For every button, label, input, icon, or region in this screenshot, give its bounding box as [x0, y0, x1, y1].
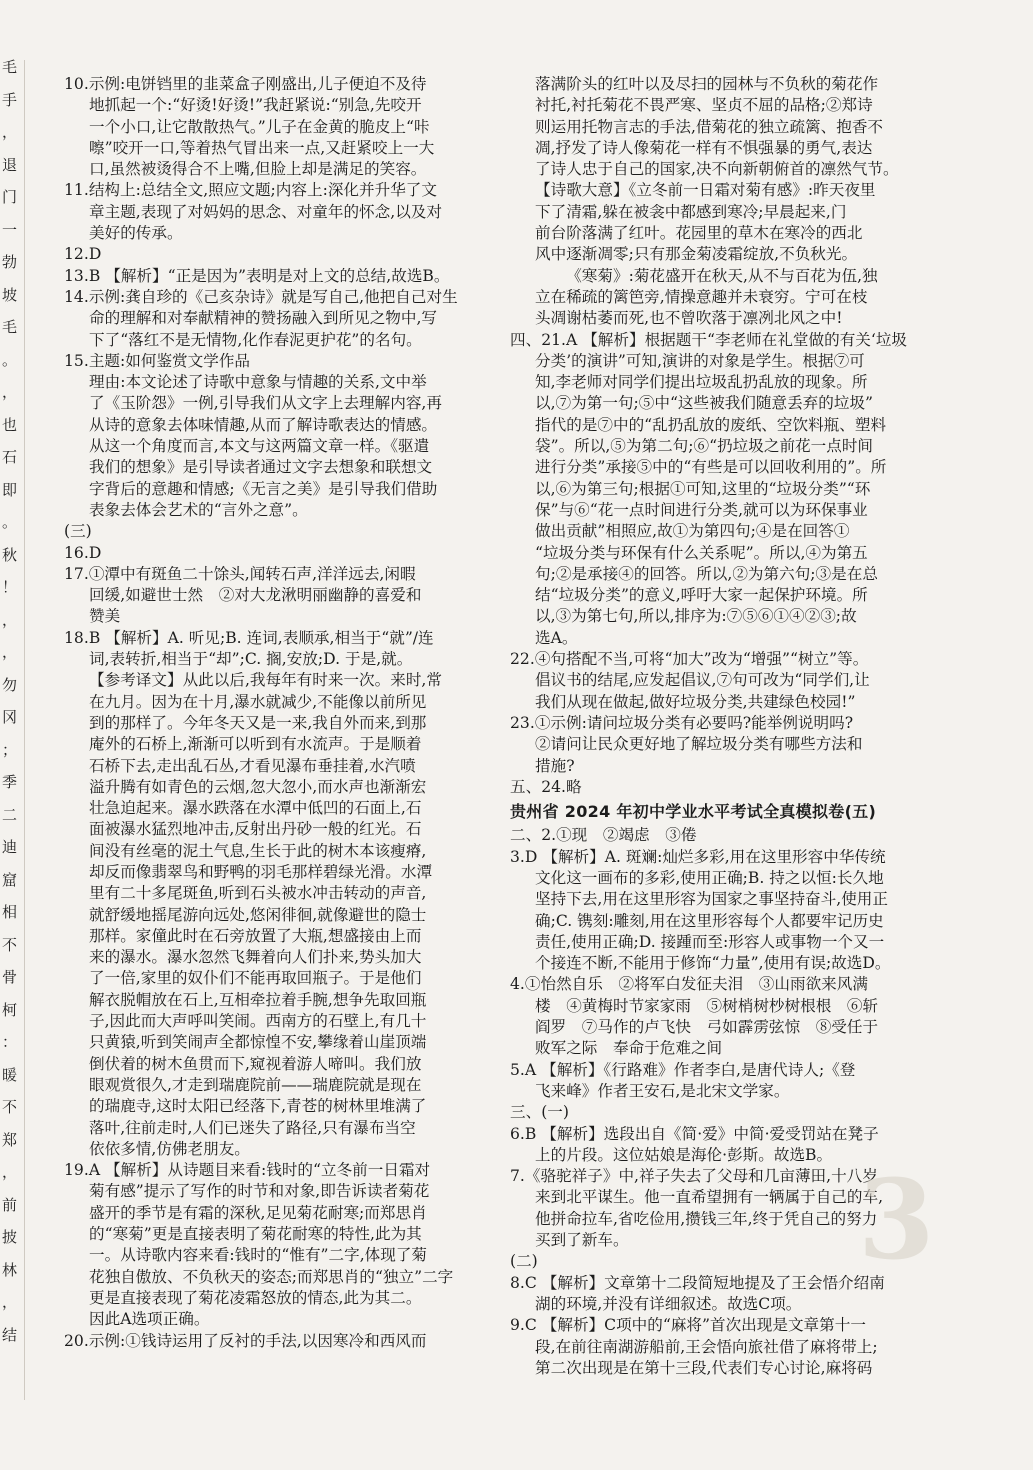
answer-line: 字背后的意趣和情感;《无言之美》是引导我们借助 — [89, 479, 438, 498]
edge-char: 毛 — [2, 318, 18, 336]
answer-line: 间没有丝毫的泥土气息,生长于此的树木本该瘦瘠, — [89, 841, 427, 860]
answer-line: 指代的是⑦中的“乱扔乱放的废纸、空饮料瓶、塑料 — [535, 415, 887, 434]
edge-char: 前 — [2, 1196, 18, 1214]
edge-char: ， — [2, 1293, 18, 1311]
question-number: 7. — [510, 1167, 525, 1186]
answer-line: 落叶,往前走时,人们已迷失了路径,只有瀑布当空 — [89, 1118, 416, 1137]
question-number: 17. — [64, 564, 89, 583]
answer-line: 面被瀑水猛烈地冲击,反射出丹砂一般的红光。石 — [89, 820, 422, 839]
answer-line: 倡议书的结尾,应发起倡议,⑦句可改为“同学们,让 — [535, 671, 870, 690]
edge-char: ， — [2, 123, 18, 141]
answer-line: 解衣脱帽放在石上,互相牵拉着手腕,想争先取回瓶 — [89, 990, 427, 1009]
edge-char: 石 — [2, 448, 18, 466]
answer-line: 楼 ④黄梅时节家家雨 ⑤树梢树杪树根根 ⑥斩 — [535, 996, 879, 1015]
answer-item — [64, 564, 484, 628]
question-number: 6. — [510, 1124, 525, 1143]
answer-line: 我们的想象》是引导读者通过文字去想象和联想文 — [89, 458, 433, 477]
answer-item — [64, 521, 484, 542]
edge-char: 不 — [2, 1098, 18, 1116]
answer-first-line — [510, 713, 940, 734]
edge-char: 骨 — [2, 968, 18, 986]
edge-char: ， — [2, 1163, 18, 1181]
answer-line: 坚持下去,用在这里形容为国家之事坚持奋斗,使用正 — [535, 890, 888, 909]
answer-line: 命的理解和对奉献精神的赞扬融入到所见之物中,写 — [89, 309, 438, 328]
edge-char: ， — [2, 383, 18, 401]
answer-first-line — [510, 1315, 940, 1336]
poem-summary-line: 下了清霜,躲在被衾中都感到寒冷;早晨起来,门 — [535, 202, 847, 221]
question-number: 4. — [510, 975, 525, 994]
edge-char: 秋 — [2, 546, 18, 564]
answer-line: 却反而像翡翠鸟和野鸭的羽毛那样碧绿光滑。水潭 — [89, 862, 433, 881]
answer-first-line — [64, 244, 484, 265]
question-number: 9. — [510, 1316, 525, 1335]
poem-summary-line: 【诗歌大意】《立冬前一日霜对菊有感》:昨天夜里 — [535, 181, 876, 200]
answer-line: 主题:如何鉴赏文学作品 — [88, 351, 251, 370]
answer-item — [64, 543, 484, 564]
edge-char: ， — [2, 611, 18, 629]
answer-item — [510, 1315, 940, 1379]
answer-line: 子,因此而大声呼叫笑闹。西南方的石壁上,有几十 — [89, 1012, 427, 1031]
answer-line: 那样。家僮此时在石旁放置了大瓶,想盛接由上而 — [89, 926, 422, 945]
answer-line: D — [88, 245, 102, 264]
answer-line: 句;②是承接④的回答。所以,②为第六句;③是在总 — [535, 564, 878, 583]
answer-line: 以,⑦为第一句;⑤中“这些被我们随意丢弃的垃圾” — [535, 394, 874, 413]
answer-line: A 【解析】《行路难》作者李白,是唐代诗人;《登 — [524, 1060, 856, 1079]
answer-line: 下了“落红不是无情物,化作春泥更护花”的名句。 — [89, 330, 422, 349]
question-number: 18. — [64, 628, 89, 647]
answer-item — [64, 266, 484, 287]
question-number: (二) — [510, 1252, 538, 1271]
answer-first-line — [64, 351, 484, 372]
question-number: 10. — [64, 75, 89, 93]
answer-line: 地抓起一个:“好烫!好烫!”我赶紧说:“别急,先咬开 — [89, 96, 422, 115]
answer-first-line — [510, 825, 940, 846]
answer-line: 表象去体会艺术的“言外之意”。 — [89, 500, 308, 519]
question-number: 22. — [510, 650, 535, 669]
answer-line: 湖的环境,并没有详细叙述。故选C项。 — [535, 1294, 802, 1313]
answer-item — [64, 1160, 484, 1330]
question-number: (三) — [64, 522, 92, 541]
edge-char: 勿 — [2, 676, 18, 694]
answer-line: 措施? — [535, 756, 575, 775]
answer-first-line — [64, 543, 484, 564]
answer-line: 示例:电饼铛里的韭菜盒子刚盛出,儿子便迫不及待 — [88, 75, 427, 93]
answer-line: 结构上:总结全文,照应文题;内容上:深化并升华了文 — [88, 181, 437, 200]
edge-char: ； — [2, 741, 18, 759]
answer-first-line — [510, 847, 940, 868]
answer-first-line — [64, 1160, 484, 1181]
edge-char: 。 — [2, 351, 18, 369]
answer-line: 菊有感”提示了写作的时节和对象,即告诉读者菊花 — [89, 1182, 430, 1201]
answer-line: ②请问让民众更好地了解垃圾分类有哪些方法和 — [535, 735, 863, 754]
question-number: 5. — [510, 1060, 525, 1079]
question-number: 15. — [64, 351, 89, 370]
edge-char: 也 — [2, 416, 18, 434]
answer-line: 到的那样了。今年冬天又是一来,我自外而来,到那 — [89, 713, 427, 732]
answer-first-line — [64, 180, 484, 201]
answer-line: ①怡然自乐 ②将军白发征夫泪 ③山雨欲来风满 — [524, 975, 868, 994]
answer-line: “垃圾分类与环保有什么关系呢”。所以,④为第五 — [535, 543, 868, 562]
edge-char: 冈 — [2, 708, 18, 726]
answer-item — [510, 974, 940, 1059]
question-number: 13. — [64, 266, 89, 285]
poem-summary-line: 《寒菊》:菊花盛开在秋天,从不与百花为伍,独 — [566, 266, 878, 285]
answer-line: 了《玉阶怨》一例,引导我们从文字上去理解内容,再 — [89, 394, 442, 413]
question-number: 8. — [510, 1273, 525, 1292]
answer-item — [64, 351, 484, 521]
answer-line: B 【解析】A. 听见;B. 连词,表顺承,相当于“就”/连 — [88, 628, 434, 647]
answer-first-line — [510, 1060, 940, 1081]
answer-line: 分类’的演讲”可知,演讲的对象是学生。根据⑦可 — [535, 351, 865, 370]
edge-char: 坡 — [2, 286, 18, 304]
question-number: 四、21. — [510, 330, 566, 349]
answer-line: 在九月。因为在十月,瀑水就减少,不能像以前所见 — [89, 692, 427, 711]
answer-first-line — [510, 1102, 940, 1123]
answer-first-line — [64, 564, 484, 585]
answer-line: D 【解析】A. 斑斓:灿烂多彩,用在这里形容中华传统 — [524, 847, 886, 866]
question-number: 五、24. — [510, 777, 566, 796]
edge-char: 即 — [2, 481, 18, 499]
answer-item — [510, 330, 940, 649]
edge-char: 二 — [2, 806, 18, 824]
answer-line: 美好的传承。 — [89, 224, 183, 243]
answer-line: 理由:本文论述了诗歌中意象与情趣的关系,文中举 — [89, 373, 427, 392]
answer-item — [510, 847, 940, 975]
answer-line: 倒伏着的树木鱼贯而下,窥视着游人啼叫。我们放 — [89, 1054, 422, 1073]
answer-line: 文化这一画布的多彩,使用正确;B. 持之以恒:长久地 — [535, 868, 884, 887]
continued-line: 了诗人忠于自己的国家,决不向新朝俯首的凛然气节。 — [535, 160, 899, 179]
answer-line: 只黄猿,听到笑闹声全都惊惶不安,攀缘着山崖顶端 — [89, 1033, 427, 1052]
answer-line: 略 — [566, 777, 582, 796]
question-number: 二、2. — [510, 826, 557, 845]
edge-char: 柯 — [2, 1001, 18, 1019]
answer-item — [64, 244, 484, 265]
edge-char: 毛 — [2, 58, 18, 76]
answer-line: 嚓”咬开一口,等着热气冒出来一点,又赶紧咬上一大 — [89, 138, 435, 157]
question-number: 16. — [64, 543, 89, 562]
answer-line: 【参考译文】从此以后,我每年有时来一次。来时,常 — [89, 671, 442, 690]
edge-char: 林 — [2, 1261, 18, 1279]
answer-item — [64, 180, 484, 244]
answer-line: 一个小口,让它散散热气。”儿子在金黄的脆皮上“咔 — [89, 117, 430, 136]
answer-line: 上的片段。这位姑娘是海伦·彭斯。故选B。 — [535, 1145, 833, 1164]
question-number: 19. — [64, 1161, 89, 1180]
answer-first-line — [64, 521, 484, 542]
answer-line: 从诗的意象去体味情趣,从而了解诗歌表达的情感。 — [89, 415, 438, 434]
answer-line: 他拼命拉车,省吃俭用,攒钱三年,终于凭自己的努力 — [535, 1209, 878, 1228]
answer-line: 庵外的石桥上,渐渐可以听到有水流声。于是顺着 — [89, 735, 422, 754]
answer-first-line — [64, 74, 484, 95]
poem-summary-line: 立在稀疏的篱笆旁,情操意趣并未衰穷。宁可在枝 — [535, 287, 868, 306]
answer-line: 保”与⑥“花一点时间进行分类,就可以为环保事业 — [535, 500, 868, 519]
answer-line: A 【解析】根据题干“李老师在礼堂做的有关‘垃圾 — [566, 330, 908, 349]
edge-char: 手 — [2, 91, 18, 109]
answer-line: 依依多情,仿佛老朋友。 — [89, 1139, 250, 1158]
answer-line: D — [88, 543, 102, 562]
question-number: 12. — [64, 245, 89, 264]
answer-line: 章主题,表现了对妈妈的思念、对童年的怀念,以及对 — [89, 202, 442, 221]
poem-summary-line: 风中逐渐凋零;只有那金菊凌霜绽放,不负秋光。 — [535, 245, 858, 264]
answer-item — [510, 1060, 940, 1103]
answer-line: 就舒缓地摇尾游向远处,悠闲徘徊,就像避世的隐士 — [89, 905, 427, 924]
answer-first-line — [510, 330, 940, 351]
edge-char: 迪 — [2, 838, 18, 856]
answer-line: 示例:龚自珍的《己亥杂诗》就是写自己,他把自己对生 — [88, 287, 458, 306]
edge-char: 窟 — [2, 871, 18, 889]
answer-item — [64, 74, 484, 180]
answer-line: 词,表转折,相当于“却”;C. 搁,安放;D. 于是,就。 — [89, 650, 413, 669]
question-number: 11. — [64, 181, 89, 200]
question-number: 23. — [510, 713, 535, 732]
left-margin-strip — [0, 60, 25, 1400]
answer-first-line — [510, 974, 940, 995]
continued-line: 凋,抒发了诗人像菊花一样有不惧强暴的勇气,表达 — [535, 138, 873, 157]
edge-char: 退 — [2, 156, 18, 174]
continued-line: 则运用托物言志的手法,借菊花的独立疏篱、抱香不 — [535, 117, 884, 136]
answer-line: 以,⑥为第三句;根据①可知,这里的“垃圾分类”“环 — [535, 479, 871, 498]
answer-first-line — [64, 287, 484, 308]
answer-line: 败军之际 奉命于危难之间 — [535, 1039, 723, 1058]
answer-line: 《骆驼祥子》中,祥子失去了父母和几亩薄田,十八岁 — [524, 1167, 878, 1186]
answer-line: 的“寒菊”更是直接表明了菊花耐寒的特性,此为其 — [89, 1225, 422, 1244]
answer-line: 眼观赏很久,才走到瑞鹿院前——瑞鹿院就是现在 — [89, 1075, 422, 1094]
answer-first-line — [510, 1124, 940, 1145]
edge-char: 郑 — [2, 1131, 18, 1149]
answer-line: B 【解析】选段出自《简·爱》中简·爱受罚站在凳子 — [524, 1124, 879, 1143]
answer-item — [510, 649, 940, 713]
question-number: 20. — [64, 1331, 89, 1350]
edge-char: 门 — [2, 188, 18, 206]
answer-item — [64, 628, 484, 1160]
continued-line: 落满阶头的红叶以及尽扫的园林与不负秋的菊花作 — [535, 75, 879, 93]
left-column — [64, 74, 484, 1352]
answer-first-line — [510, 777, 940, 798]
edge-char: 不 — [2, 936, 18, 954]
answer-line: 个接连不断,不能用于修饰“力量”,使用有误;故选D。 — [535, 954, 891, 973]
poem-summary-line: 前台阶落满了红叶。花园里的草木在寒冷的西北 — [535, 224, 863, 243]
answer-line: 壮急迫起来。瀑水跌落在水潭中低凹的石面上,石 — [89, 799, 422, 818]
answer-line: 责任,使用正确;D. 接踵而至:形容人或事物一个又一 — [535, 932, 885, 951]
answer-line: 的瑞鹿寺,这时太阳已经落下,青苍的树林里堆满了 — [89, 1097, 427, 1116]
edge-char: 相 — [2, 903, 18, 921]
answer-line: 选A。 — [535, 628, 578, 647]
page-decoration-mark: 3 — [858, 1155, 935, 1284]
question-number: 3. — [510, 847, 525, 866]
edge-char: ， — [2, 643, 18, 661]
answer-line: ①示例:请问垃圾分类有必要吗?能举例说明吗? — [534, 713, 854, 732]
answer-line: 里有二十多尾斑鱼,听到石头被水冲击转动的声音, — [89, 884, 427, 903]
answer-line: 做出贡献”相照应,故①为第四句;④是在回答① — [535, 522, 850, 541]
answer-first-line — [64, 628, 484, 649]
answer-line: C 【解析】C项中的“麻将”首次出现是文章第十一 — [524, 1316, 866, 1335]
answer-first-line — [64, 266, 484, 287]
answer-line: 阎罗 ⑦马作的卢飞快 弓如霹雳弦惊 ⑧受任于 — [535, 1018, 879, 1037]
answer-line: 回缓,如避世士然 ②对大龙湫明丽幽静的喜爱和 — [89, 586, 422, 605]
question-number: 三、(一) — [510, 1103, 569, 1122]
answer-line: 一。从诗歌内容来看:钱时的“惟有”二字,体现了菊 — [89, 1246, 428, 1265]
answer-line: 从这一个角度而言,本文与这两篇文章一样。《驱遣 — [89, 437, 430, 456]
answer-item — [510, 777, 940, 798]
answer-line: ④句搭配不当,可将“加大”改为“增强”“树立”等。 — [534, 650, 869, 669]
answer-line: ①潭中有斑鱼二十馀头,闻转石声,洋洋远去,闲暇 — [88, 564, 416, 583]
edge-char: ！ — [2, 578, 18, 596]
answer-line: 花独自傲放、不负秋天的姿态;而郑思肖的“独立”二字 — [89, 1267, 454, 1286]
edge-char: ： — [2, 1033, 18, 1051]
answer-line: 溢升腾有如青色的云烟,忽大忽小,而水声也渐渐宏 — [89, 777, 427, 796]
answer-line: 袋”。所以,⑤为第二句;⑥“扔垃圾之前花一点时间 — [535, 437, 874, 456]
edge-char: 季 — [2, 773, 18, 791]
answer-line: 我们从现在做起,做好垃圾分类,共建绿色校园!” — [535, 692, 856, 711]
answer-line: 石桥下去,走出乱石丛,才看见瀑布垂挂着,水汽喷 — [89, 756, 416, 775]
answer-line: 来到北平谋生。他一直希望拥有一辆属于自己的车, — [535, 1188, 884, 1207]
answer-line: 口,虽然被烫得合不上嘴,但脸上却是满足的笑容。 — [89, 160, 427, 179]
answer-line: 了一倍,家里的奴仆们不能再取回瓶子。于是他们 — [89, 969, 422, 988]
answer-line: 买到了新车。 — [535, 1231, 629, 1250]
answer-line: 盛开的季节是有霜的深秋,足见菊花耐寒;而郑思肖 — [89, 1203, 427, 1222]
edge-char: 勃 — [2, 253, 18, 271]
edge-char: 暖 — [2, 1066, 18, 1084]
answer-line: 飞来峰》作者王安石,是北宋文学家。 — [535, 1081, 790, 1100]
answer-item — [510, 825, 940, 846]
answer-line: 来的瀑水。瀑水忽然飞舞着向人们扑来,势头加大 — [89, 948, 422, 967]
answer-line: C 【解析】文章第十二段简短地提及了王会悟介绍南 — [524, 1273, 885, 1292]
section-title: 贵州省 2024 年初中学业水平考试全真模拟卷(五) — [510, 802, 877, 822]
answer-first-line — [510, 649, 940, 670]
poem-summary-line: 头凋谢枯萎而死,也不曾吹落于凛冽北风之中! — [535, 309, 843, 328]
answer-line: 进行分类”承接⑤中的“有些是可以回收利用的”。所 — [535, 458, 887, 477]
edge-char: 披 — [2, 1228, 18, 1246]
answer-line: 确;C. 镌刻:雕刻,用在这里形容每个人都要牢记历史 — [535, 911, 884, 930]
answer-item — [510, 713, 940, 777]
edge-char: 。 — [2, 513, 18, 531]
answer-item — [64, 1331, 484, 1352]
answer-line: 因此A选项正确。 — [89, 1310, 210, 1329]
edge-char: 结 — [2, 1326, 18, 1344]
answer-line: A 【解析】从诗题目来看:钱时的“立冬前一日霜对 — [88, 1161, 431, 1180]
answer-line: B 【解析】“正是因为”表明是对上文的总结,故选B。 — [88, 266, 450, 285]
answer-line: 知,李老师对同学们提出垃圾乱扔乱放的现象。所 — [535, 373, 868, 392]
question-number: 14. — [64, 287, 89, 306]
answer-item — [510, 1102, 940, 1123]
answer-item — [64, 287, 484, 351]
answer-line: 赞美 — [89, 607, 121, 626]
edge-char: 一 — [2, 221, 18, 239]
answer-line: 第二次出现是在第十三段,代表们专心讨论,麻将码 — [535, 1358, 873, 1377]
answer-line: 更是直接表现了菊花凌霜怒放的情态,此为其二。 — [89, 1288, 422, 1307]
answer-line: 示例:①钱诗运用了反衬的手法,以因寒冷和西风而 — [88, 1331, 427, 1350]
continued-line: 衬托,衬托菊花不畏严寒、坚贞不屈的品格;②郑诗 — [535, 96, 873, 115]
answer-line: ①现 ②竭虑 ③倦 — [556, 826, 697, 845]
answer-line: 以,③为第七句,所以,排序为:⑦⑤⑥①④②③;故 — [535, 607, 857, 626]
answer-line: 段,在前往南湖游船前,王会悟向旅社借了麻将带上; — [535, 1337, 878, 1356]
answer-line: 结“垃圾分类”的意义,呼吁大家一起保护环境。所 — [535, 586, 868, 605]
answer-first-line — [64, 1331, 484, 1352]
